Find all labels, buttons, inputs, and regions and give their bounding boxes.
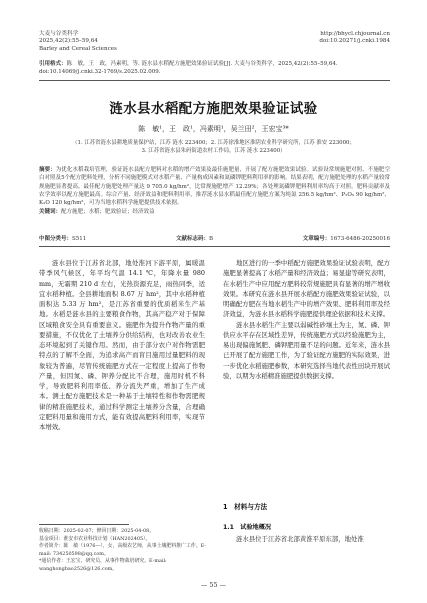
right-column (223, 258, 390, 381)
journal-issue: 2025,42(2):55–59,64 (39, 38, 98, 45)
doc-code-value: B (209, 236, 214, 242)
divider (39, 246, 390, 247)
body-paragraph: 地区进行的一季中稻配方施肥效果验证试验表明，配方施肥显著提高了水稻产量和经济效益；易显建等研究表明，在水稻生产中应用配方肥料较常规施肥具有显著的增产增收效果。本研究在涟水县开展水稻配方施肥效果验证试验，以明确配方肥在当地水稻生产中的增产效果、肥料利用率及经济效益，为涟水县水稻科学施肥提供理论依据和技术支撑。 (223, 259, 390, 319)
keywords-label: 关键词： (39, 209, 62, 216)
running-header (39, 31, 390, 53)
footnote-line: 收稿日期：2025-02-07；修回日期：2025-04-08。 (39, 528, 155, 534)
footnote-divider (39, 524, 129, 525)
keywords-text: 配方施肥；水稻；肥效验证；经济效益 (61, 209, 155, 216)
paper-title: 涟水县水稻配方施肥效果验证试验 (109, 102, 318, 117)
doi-prefix: doi:10.20271/j.cnki.1984 (319, 38, 390, 45)
body-paragraph: 涟水县位于江苏省北部，地处淮河下游平原，属暖温带季风气候区，年平均气温 14.1 ℃，年降水量 980 mm，无霜期 210 d 左右，光热资源充足，雨热同季，适宜水稻种植。全县耕地面积 8.67 万 hm²，其中水稻种植面积达 5.33 万 hm²，是江苏省重要的优质稻米生产基地。水稻是涟水县的主要粮食作物，其高产稳产对于保障区域粮食安全具有重要意义。施肥作为提升作物产量的重要措施，不仅优化了土壤养分供给结构，也对改善农业生态环境起到了关键作用。然而，由于部分农户对作物需肥特点的了解不全面，为追求高产而盲目施用过量肥料的现象较为普遍，尽管传统施肥方式在一定程度上提高了作物产量，但因氮、磷、钾养分配比不合理，施用时机不科学，导致肥料利用率低、养分流失严重，增加了生产成本。测土配方施肥技术是一种基于土壤特性和作物需肥规律的精准施肥技术，通过科学测定土壤养分含量，合理确定肥料用量和施用方式，能有效提高肥料利用率，实现节本增效。 (39, 259, 205, 431)
article-id-label: 文章编号： (302, 236, 331, 242)
body-paragraph: 涟水县水稻生产主要以弱碱性砂壤土为主，氮、磷、钾供应水平存在区域性差异，传统施肥方式以经验施肥为主，易出现偏施氮肥、磷钾肥用量不足的问题。近年来，涟水县已开展了配方施肥工作，为了验证配方施肥的实际效果，进一步优化水稻施肥参数，本研究选择当地代表性田块开展试验，以期为水稻精准施肥提供数据支撑。 (223, 320, 390, 380)
section-heading: 1 材料与方法 (223, 503, 268, 511)
citation-label: 引用格式： (39, 61, 67, 67)
body-paragraph: 涟水县位于江苏省北部黄淮平原东部，地处淮 (236, 535, 364, 543)
affiliation-line: （1. 江苏省涟水县耕地质量保护站，江苏 涟水 223400；2. 江苏徐淮地区淮阴农业科学研究所，江苏 淮安 223000； (72, 140, 355, 146)
affiliation-line: 3. 江苏省涟水县朱码街道农村工作局，江苏 涟水 223400） (141, 148, 286, 154)
journal-url[interactable]: http://bhycl.chjournal.cn (320, 31, 390, 37)
abstract-text: 为优化水稻栽培管理，验证涟水县配方肥料对水稻的增产效果及最佳施肥量，开展了配方施肥效果试验。试验设常规施肥对照、不施肥空白对照及5个配方肥料处理，分析不同施肥模式对水稻产量、产量构成因素和氮磷钾肥料利用率的影响。结果表明，配方施肥处理的水稻产量较常规施肥显著提高，最佳配方施肥处理产量达 9 705.0 kg/hm²，比常规施肥增产 12.29%；各处理氮磷钾肥料利用率均高于对照，肥料贡献率及农学效率以配方施肥最高。综合产量、经济效益和肥料利用率，推荐涟水县水稻最佳配方施肥方案为纯氮 256.5 kg/hm²、P₂O₅ 90 kg/hm²、K₂O 120 kg/hm²，可为当地水稻科学施肥提供技术依据。 (39, 167, 390, 207)
clc-label: 中图分类号： (39, 236, 73, 242)
left-column (39, 258, 205, 432)
footnote-line: 作者简介：陈 敏（1976—），女，高级农艺师，从事土壤肥料推广工作。E-mail: 734250598@qq.com。 (39, 543, 206, 557)
journal-name-cn: 大麦与谷类科学 (39, 31, 79, 37)
keywords (39, 208, 390, 216)
affiliations (60, 139, 367, 155)
clc-value: S511 (72, 236, 87, 242)
citation-block (39, 60, 390, 76)
classification-row (39, 234, 390, 242)
footnote-line: 基金项目：淮安市农业科技计划（HAN202405）。 (39, 535, 151, 542)
divider (39, 80, 390, 81)
page-number: — 55 — (201, 581, 226, 589)
author-list: 陈 敏¹，王 政¹，冯素明¹，吴兰田²，王宏宝³* (138, 125, 289, 133)
article-id-value: 1673-6486-20250016 (330, 236, 390, 242)
citation-text: 陈 敏，王 政，冯素明，等. 涟水县水稻配方施肥效果验证试验[J]. 大麦与谷类科学，2025,42(2):55–59,64. (66, 61, 338, 67)
footnote-line: *通信作者：王宏宝，研究员，从事作物栽培研究。E-mail: wanghongbao2526@126.com。 (39, 558, 167, 572)
abstract-label: 摘要： (39, 167, 56, 173)
citation-doi[interactable]: doi:10.14069/j.cnki.32-1769/s.2025.02.009. (39, 69, 161, 76)
footnote (39, 528, 211, 574)
journal-name-en: Barley and Cereal Sciences (39, 45, 117, 52)
abstract (39, 166, 390, 217)
subsection-heading: 1.1 试验地概况 (223, 524, 272, 531)
doc-code-label: 文献标志码： (175, 236, 209, 242)
